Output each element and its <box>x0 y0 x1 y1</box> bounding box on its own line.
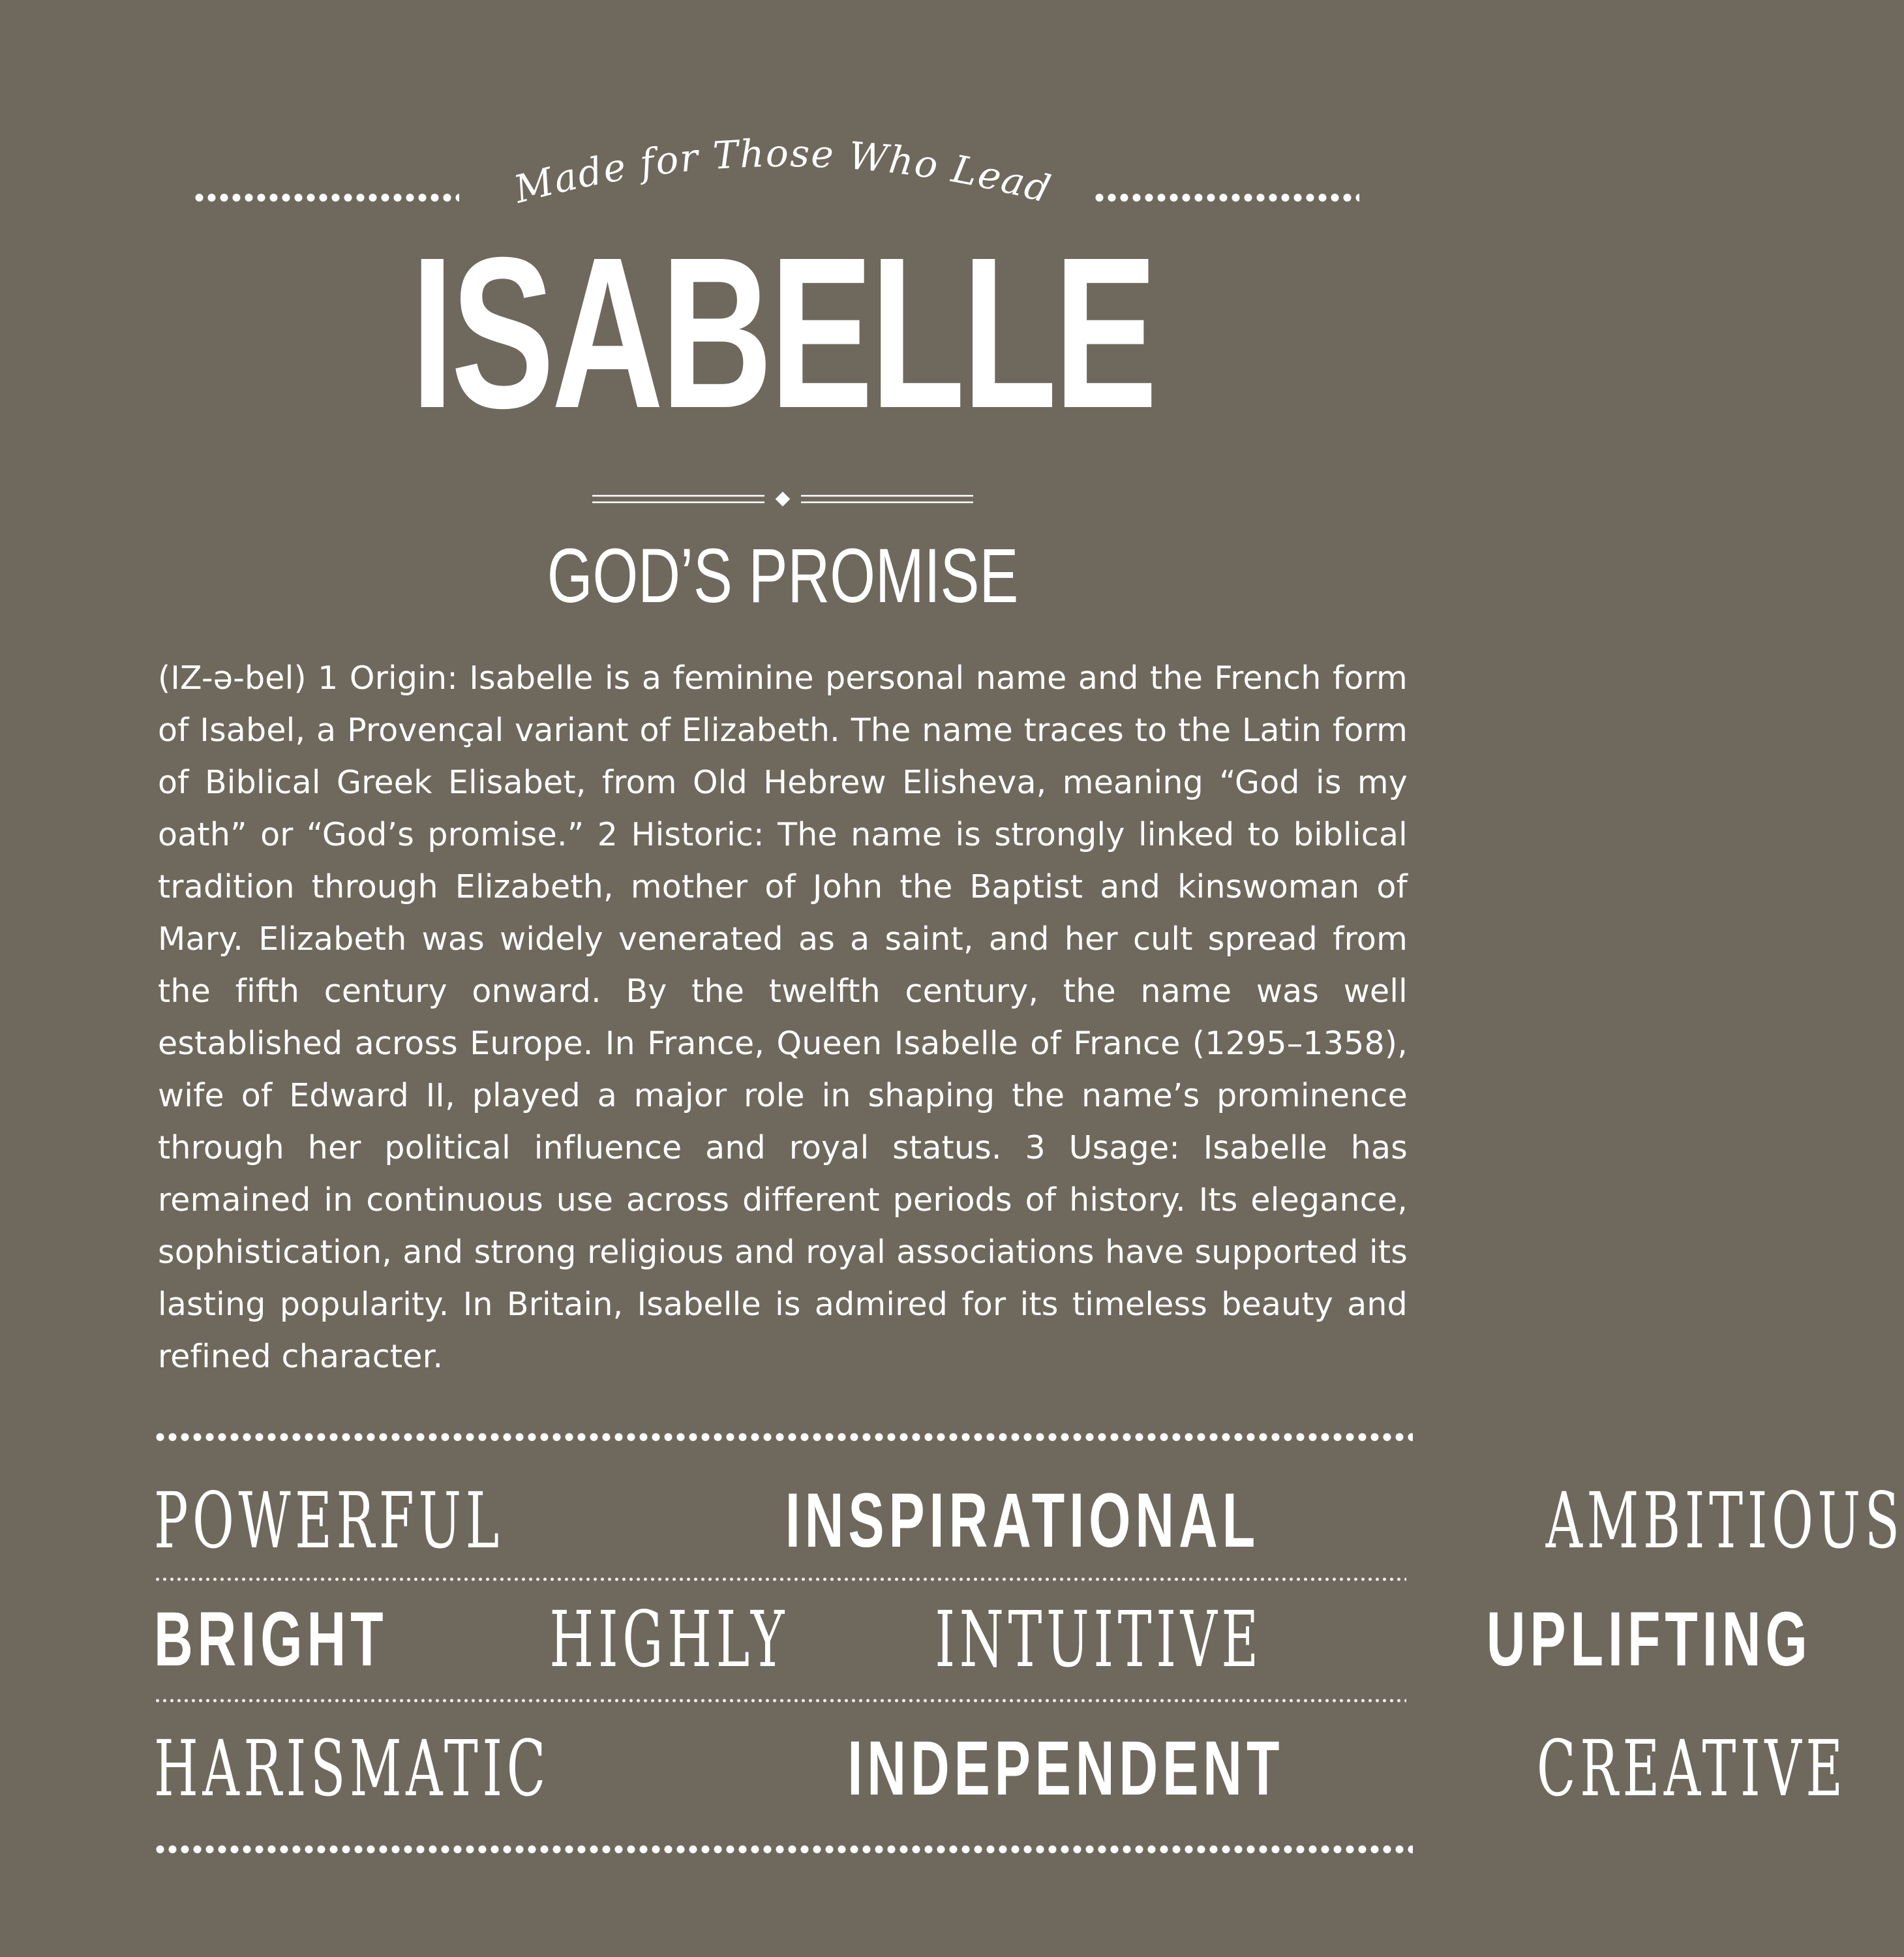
name-description: (IZ-ə-bel) 1 Origin: Isabelle is a feminine personal name and the French form of Isabel, a Provençal variant of Elizabeth. The name traces to the Latin form of Biblical Greek Elisabet, from Old Hebrew Elisheva, meaning “God is my oath” or “God’s promise.” 2 Historic: The name is strongly linked to biblical tradition through Elizabeth, mother of John the Baptist and kinswoman of Mary. Elizabeth was widely venerated as a saint, and her cult spread from the fifth century onward. By the twelfth century, the name was well established across Europe. In France, Queen Isabelle of France (1295–1358), wife of Edward II, played a major role in shaping the name’s prominence through her political influence and royal status. 3 Usage: Isabelle has remained in continuous use across different periods of history. Its elegance, sophistication, and strong religious and royal associations have supported its lasting popularity. In Britain, Isabelle is admired for its timeless beauty and refined character. <box>158 660 1408 1375</box>
name-meaning: GOD’S PROMISE <box>547 533 1019 619</box>
poster-name: ISABELLE <box>410 212 1155 453</box>
top-right-dotted-rule <box>1093 193 1359 202</box>
tagline-arc-svg <box>496 104 1070 215</box>
top-left-dotted-rule <box>193 193 459 202</box>
trait-word: UPLIFTING <box>1486 1596 1812 1682</box>
trait-divider-1 <box>154 1577 1406 1581</box>
trait-row-1 <box>154 1476 1904 1566</box>
tagline-text <box>509 131 1056 212</box>
diamond-icon <box>776 492 791 507</box>
trait-word: CREATIVE <box>1537 1723 1848 1813</box>
trait-word: INTUITIVE <box>935 1594 1263 1684</box>
traits-top-dotted-rule <box>154 1433 1413 1442</box>
trait-word: BRIGHT <box>154 1596 388 1682</box>
trait-word: AMBITIOUS <box>1545 1476 1904 1566</box>
ornament-divider <box>587 488 978 510</box>
trait-word: HARISMATIC <box>154 1723 550 1813</box>
ornament-divider-svg <box>587 488 978 510</box>
trait-word: INSPIRATIONAL <box>785 1478 1260 1564</box>
tagline-arc <box>496 104 1070 215</box>
trait-divider-2 <box>154 1699 1406 1703</box>
trait-word: HIGHLY <box>549 1594 789 1684</box>
trait-row-3 <box>154 1723 1848 1813</box>
trait-word: POWERFUL <box>154 1476 504 1566</box>
trait-row-2 <box>154 1594 1812 1684</box>
trait-word: INDEPENDENT <box>847 1725 1284 1812</box>
traits-bottom-dotted-rule <box>154 1845 1413 1854</box>
tagline: Made for Those Who Lead <box>509 130 1057 212</box>
